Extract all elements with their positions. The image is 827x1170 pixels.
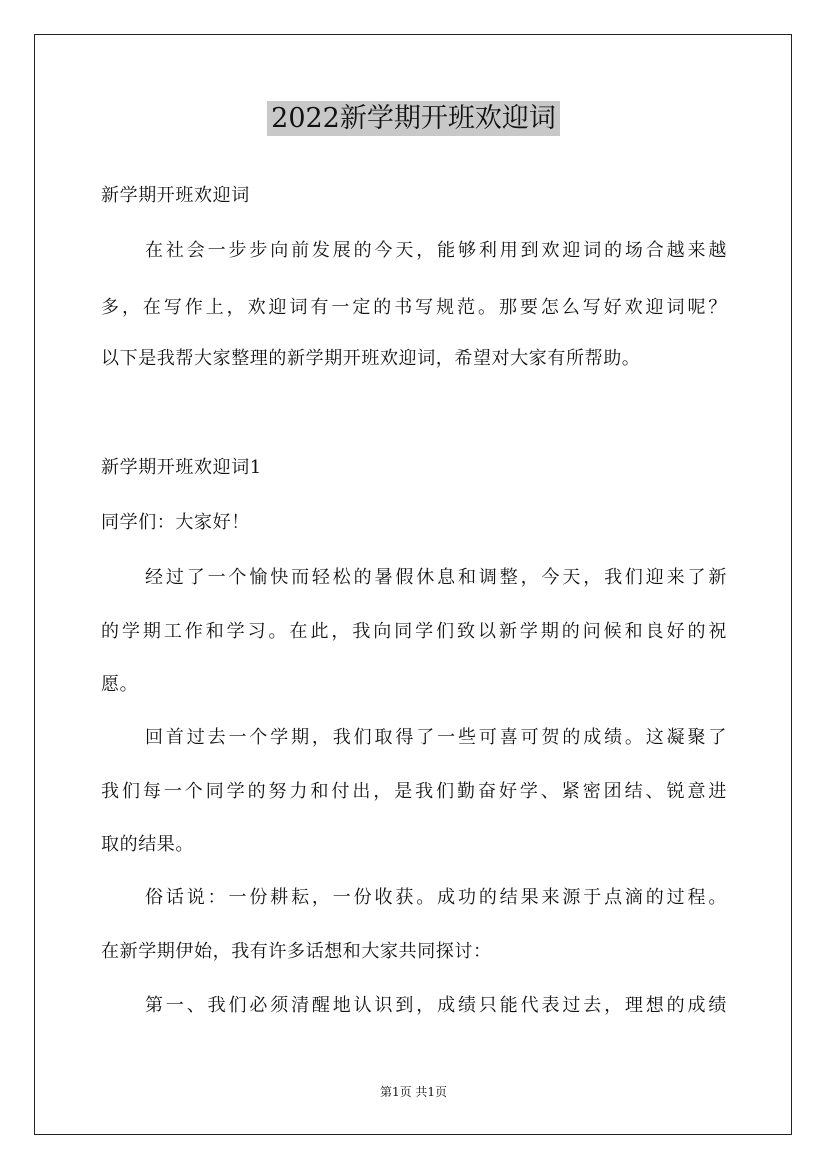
document-title <box>0 96 827 135</box>
paragraph-line: 愿。 <box>101 674 139 695</box>
paragraph-line: 在社会一步步向前发展的今天，能够利用到欢迎词的场合越来越 <box>145 240 727 261</box>
paragraph-line: 俗话说：一份耕耘，一份收获。成功的结果来源于点滴的过程。 <box>145 887 727 908</box>
paragraph-line: 经过了一个愉快而轻松的暑假休息和调整，今天，我们迎来了新 <box>145 567 727 588</box>
page-footer <box>0 1083 827 1100</box>
section-heading: 新学期开班欢迎词1 <box>101 457 262 478</box>
page-number-label: 第1页 共1页 <box>379 1085 448 1099</box>
paragraph-line: 取的结果。 <box>101 834 194 855</box>
paragraph-line: 多，在写作上，欢迎词有一定的书写规范。那要怎么写好欢迎词呢？ <box>101 297 727 318</box>
paragraph-line: 在新学期伊始，我有许多话想和大家共同探讨： <box>101 941 492 962</box>
paragraph-line: 第一、我们必须清醒地认识到，成绩只能代表过去，理想的成绩 <box>145 995 727 1016</box>
greeting-line: 同学们：大家好！ <box>101 512 250 533</box>
paragraph-line: 我们每一个同学的努力和付出，是我们勤奋好学、紧密团结、锐意进 <box>101 781 727 802</box>
paragraph-line: 的学期工作和学习。在此，我向同学们致以新学期的问候和良好的祝 <box>101 621 727 642</box>
document-title-text: 2022新学期开班欢迎词 <box>267 101 560 136</box>
subtitle-line: 新学期开班欢迎词 <box>101 185 250 206</box>
paragraph-line: 回首过去一个学期，我们取得了一些可喜可贺的成绩。这凝聚了 <box>145 727 727 748</box>
paragraph-line: 以下是我帮大家整理的新学期开班欢迎词，希望对大家有所帮助。 <box>101 348 641 369</box>
